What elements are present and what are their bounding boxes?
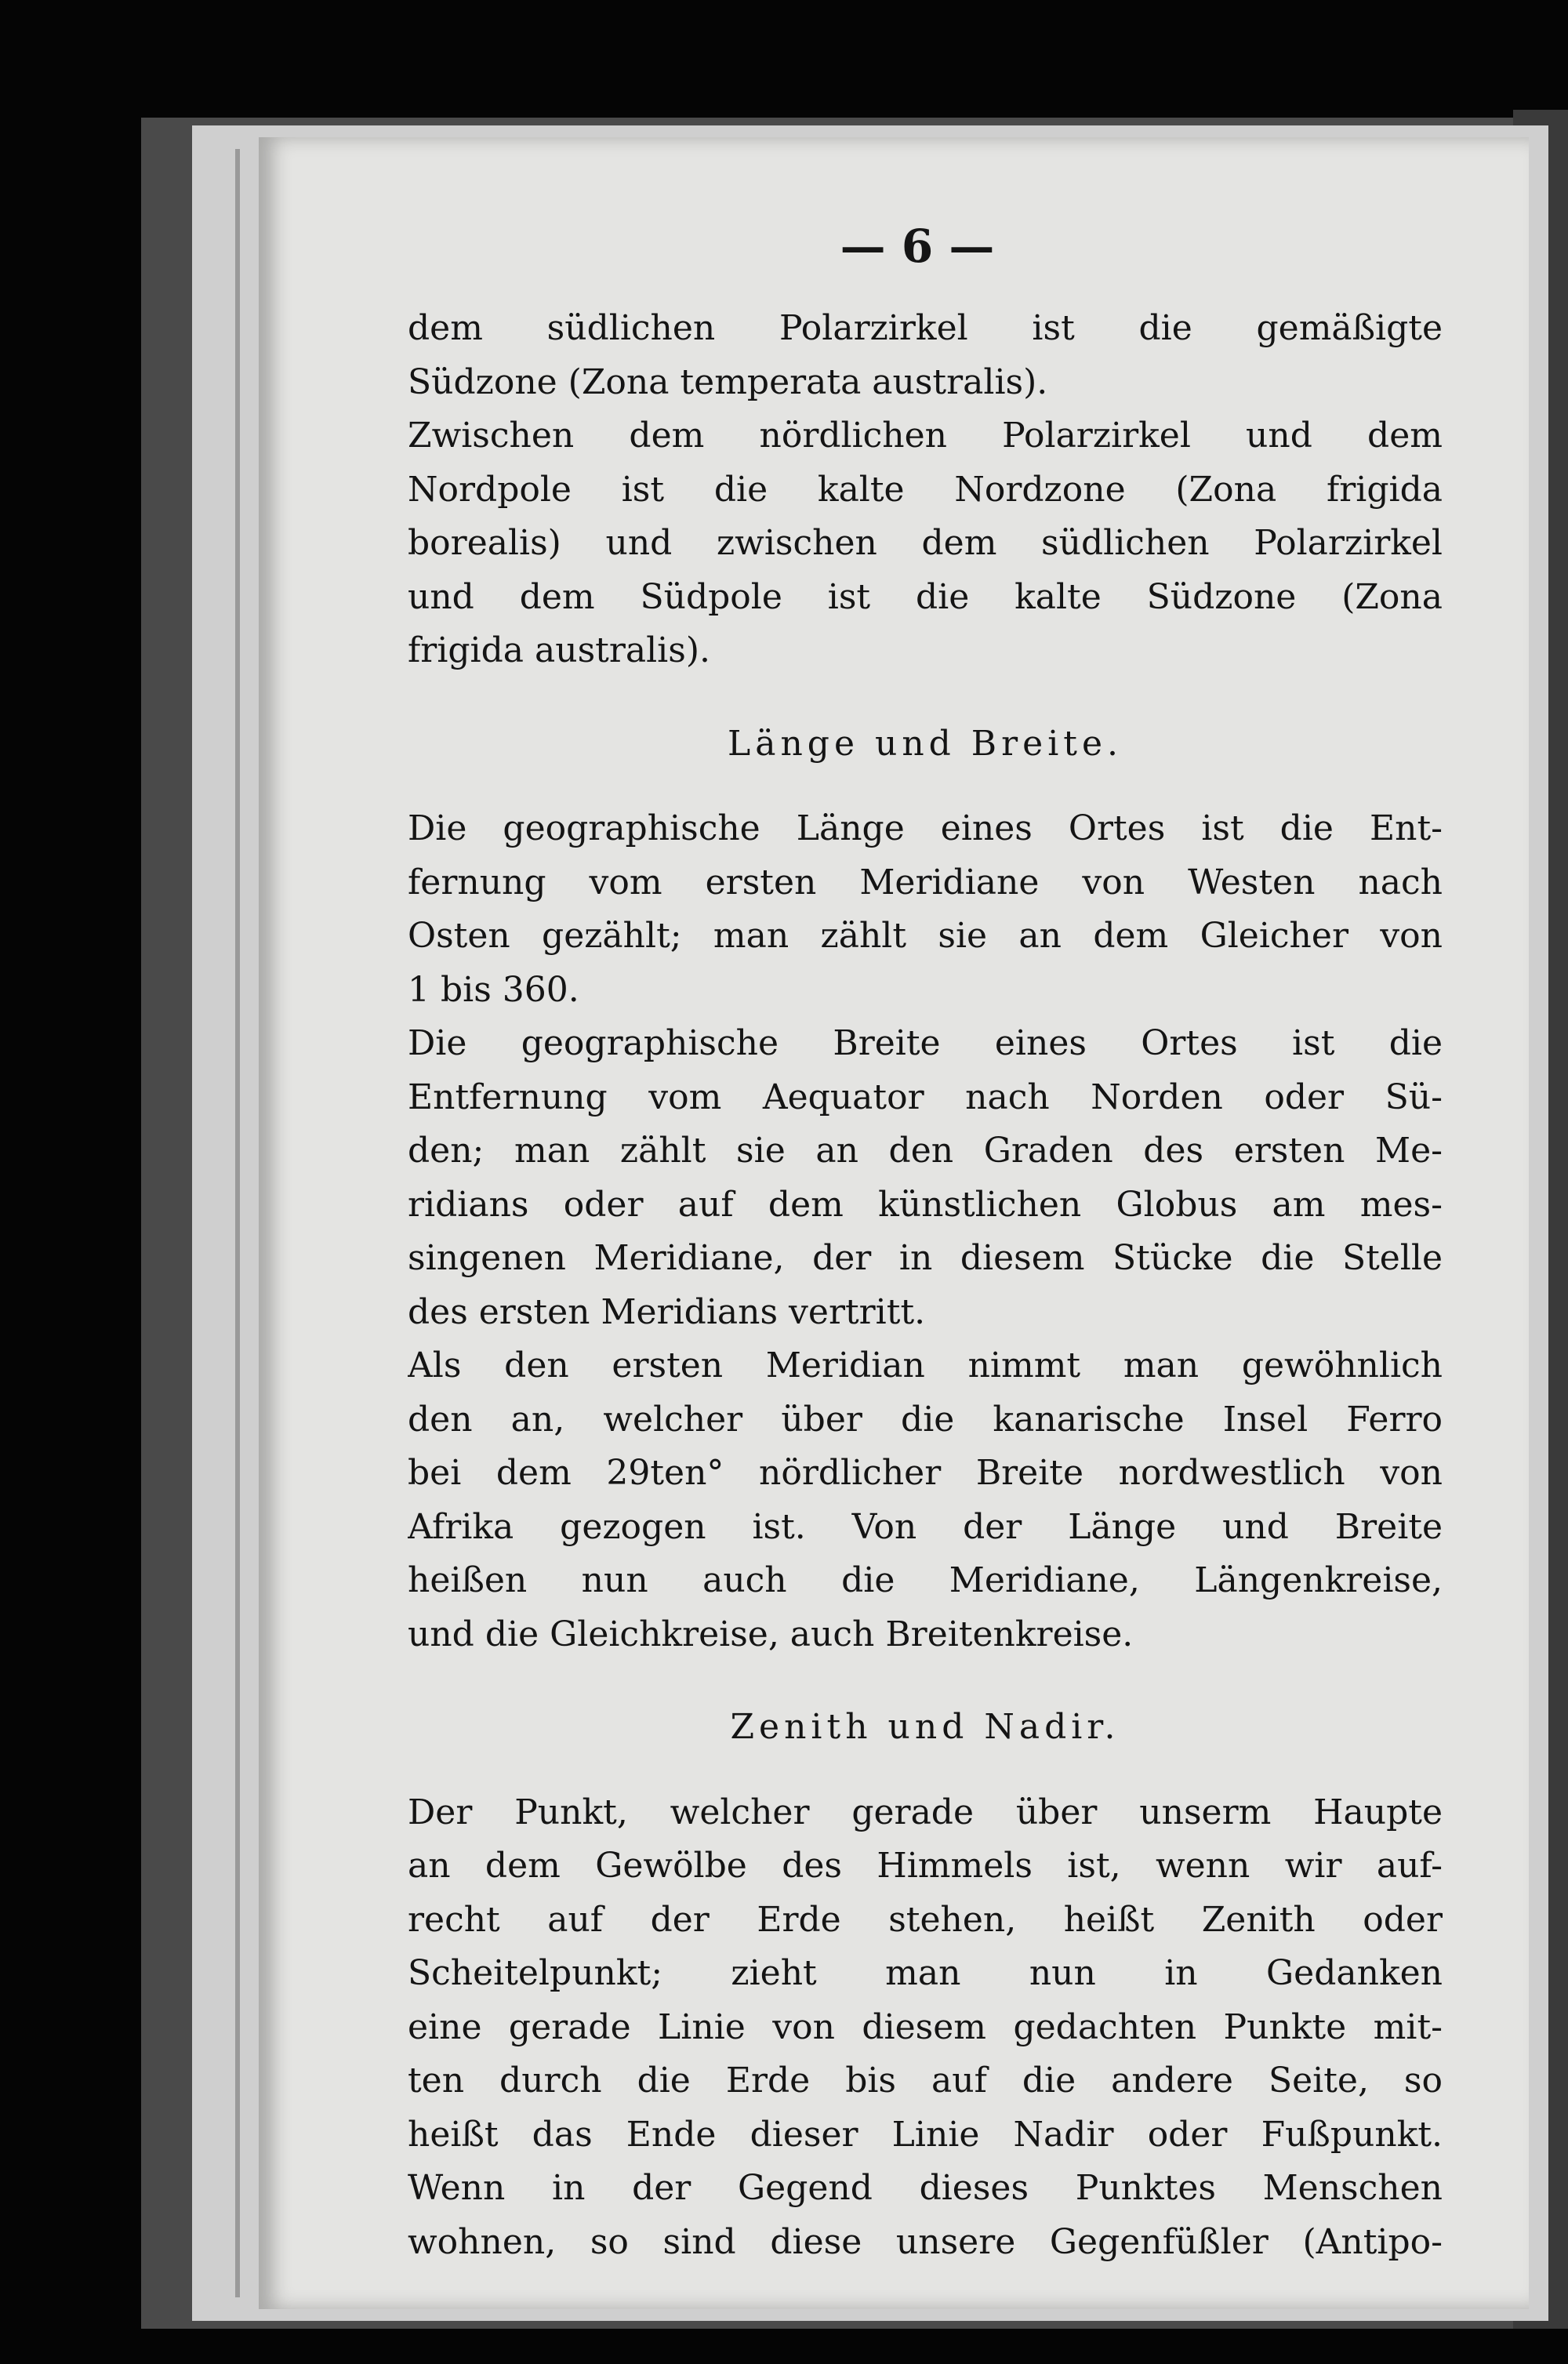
text-line: ten durch die Erde bis auf die andere Seite, so	[408, 2061, 1443, 2101]
text-line: Osten gezählt; man zählt sie an dem Gleicher von	[408, 916, 1443, 956]
text-line: den an, welcher über die kanarische Insel Ferro	[408, 1399, 1443, 1440]
text-line: Zwischen dem nördlichen Polarzirkel und dem	[408, 416, 1443, 456]
text-line: Nordpole ist die kalte Nordzone (Zona frigida	[408, 469, 1443, 510]
text-line: ridians oder auf dem künstlichen Globus am mes-	[408, 1184, 1443, 1225]
paragraph-group-1	[408, 302, 1443, 678]
paragraph-group-2	[408, 802, 1443, 1661]
text-line: Südzone (Zona temperata australis).	[408, 361, 1048, 402]
text-line: frigida australis).	[408, 630, 710, 670]
text-line: Wenn in der Gegend dieses Punktes Menschen	[408, 2168, 1443, 2208]
text-line: Scheitelpunkt; zieht man nun in Gedanken	[408, 1953, 1443, 1993]
text-line: heißt das Ende dieser Linie Nadir oder Fußpunkt.	[408, 2114, 1443, 2155]
text-line: und dem Südpole ist die kalte Südzone (Zona	[408, 576, 1443, 617]
text-line: singenen Meridiane, der in diesem Stücke die Stelle	[408, 1238, 1443, 1278]
text-line: Der Punkt, welcher gerade über unserm Haupte	[408, 1792, 1443, 1832]
text-line: Die geographische Länge eines Ortes ist die Ent-	[408, 808, 1443, 848]
text-line: recht auf der Erde stehen, heißt Zenith oder	[408, 1899, 1443, 1940]
text-line: fernung vom ersten Meridiane von Westen nach	[408, 862, 1443, 902]
text-line: bei dem 29ten° nördlicher Breite nordwestlich von	[408, 1453, 1443, 1493]
text-line: heißen nun auch die Meridiane, Längenkreise,	[408, 1560, 1443, 1600]
text-line: Die geographische Breite eines Ortes ist die	[408, 1023, 1443, 1063]
text-line: und die Gleichkreise, auch Breitenkreise.	[408, 1614, 1134, 1654]
text-line: 1 bis 360.	[408, 969, 579, 1010]
text-line: Als den ersten Meridian nimmt man gewöhnlich	[408, 1345, 1443, 1385]
page-edge-line	[235, 149, 240, 2297]
text-line: eine gerade Linie von diesem gedachten Punkte mit-	[408, 2006, 1443, 2047]
text-line: des ersten Meridians vertritt.	[408, 1291, 926, 1332]
section-heading: Länge und Breite.	[728, 723, 1123, 764]
text-line: an dem Gewölbe des Himmels ist, wenn wir auf-	[408, 1846, 1443, 1886]
page-number: — 6 —	[840, 220, 995, 273]
paragraph-group-3	[408, 1786, 1443, 2270]
text-line: wohnen, so sind diese unsere Gegenfüßler (Antipo-	[408, 2221, 1443, 2262]
page-body	[408, 302, 1443, 2269]
text-line: dem südlichen Polarzirkel ist die gemäßigte	[408, 308, 1443, 348]
text-line: Entfernung vom Aequator nach Norden oder Sü-	[408, 1077, 1443, 1117]
text-line: den; man zählt sie an den Graden des ersten Me-	[408, 1131, 1443, 1171]
section-heading: Zenith und Nadir.	[730, 1707, 1120, 1747]
text-line: borealis) und zwischen dem südlichen Polarzirkel	[408, 523, 1443, 563]
text-line: Afrika gezogen ist. Von der Länge und Breite	[408, 1506, 1443, 1547]
